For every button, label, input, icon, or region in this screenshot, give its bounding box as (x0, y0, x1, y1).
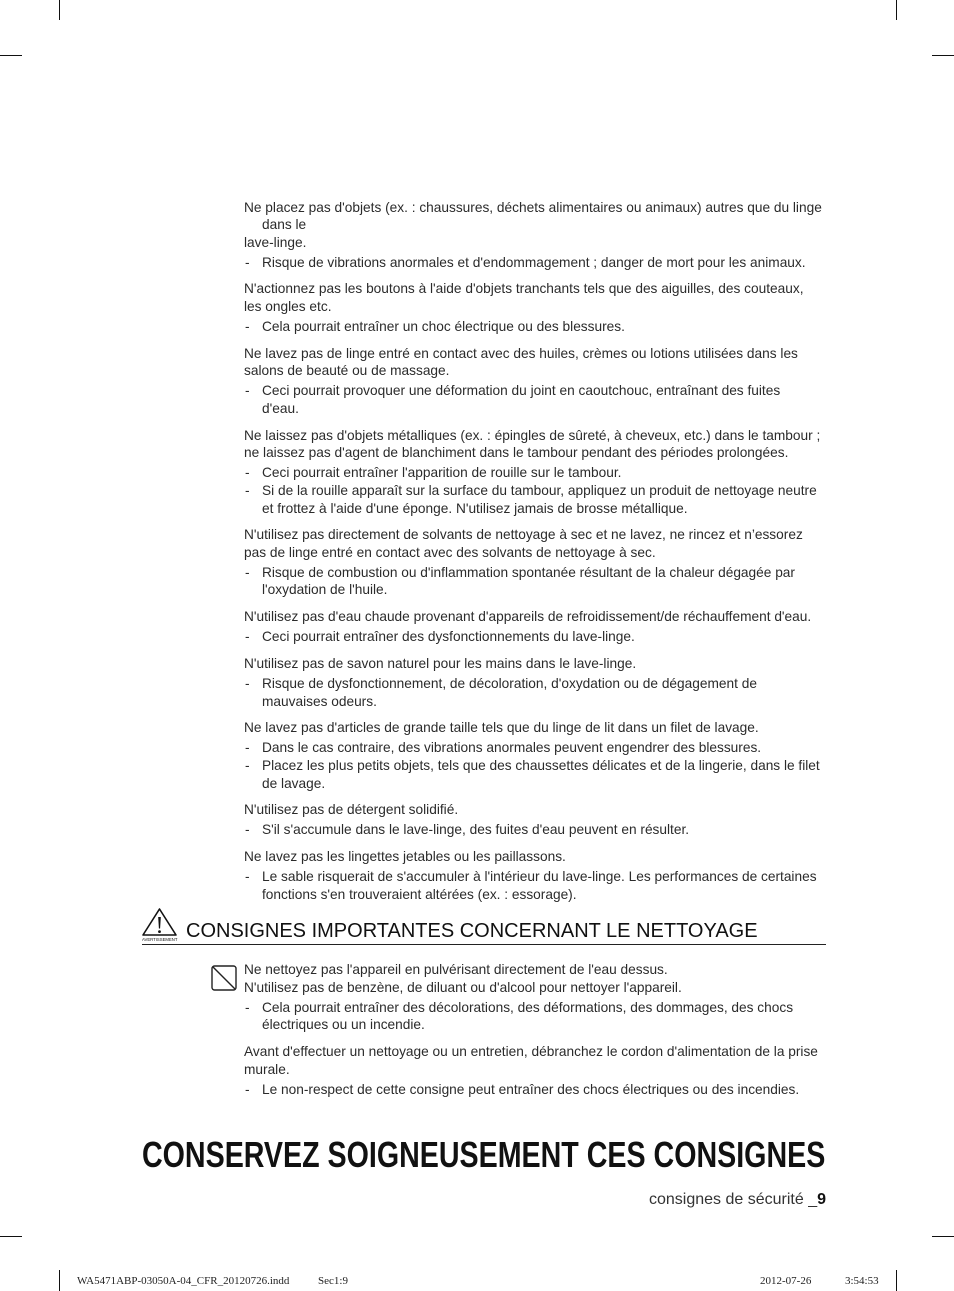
consequence-line: Le non-respect de cette consigne peut entraîner des chocs électriques ou des incendies. (262, 1081, 800, 1097)
safety-item (244, 719, 834, 792)
bullet-dash: - (245, 740, 250, 756)
safety-item (244, 345, 834, 418)
consequence-line: Placez les plus petits objets, tels que des chaussettes délicates et de la lingerie, dans le filet (262, 757, 820, 773)
consequence-line: Ceci pourrait entraîner l'apparition de rouille sur le tambour. (262, 465, 622, 481)
consequence-line: de lavage. (262, 775, 326, 791)
instruction-line: Ne laissez pas d'objets métalliques (ex. : épingles de sûreté, à cheveux, etc.) dans le tambour ; (244, 427, 821, 443)
bullet-dash: - (245, 676, 250, 692)
consequence-bullet (244, 318, 834, 336)
consequence-list (244, 739, 834, 792)
consequence-line: électriques ou un incendie. (262, 1017, 425, 1033)
consequence-list (244, 821, 834, 839)
consequence-bullet (244, 675, 834, 710)
safety-item (244, 608, 834, 646)
instruction-line: ne laissez pas d'agent de blanchiment dans le tambour pendant des périodes prolongées. (244, 445, 789, 461)
bullet-dash: - (245, 383, 250, 399)
warning-triangle-icon (141, 907, 178, 937)
cleaning-item (244, 1043, 834, 1098)
consequence-bullet (244, 868, 834, 903)
consequence-line: mauvaises odeurs. (262, 693, 377, 709)
bullet-dash: - (245, 822, 250, 838)
consequence-bullet (244, 564, 834, 599)
crop-mark-bottom-right-horizontal (932, 1236, 954, 1237)
cleaning-item (244, 961, 834, 1034)
consequence-line: Si de la rouille apparaît sur la surface du tambour, appliquez un produit de nettoyage neutre (262, 482, 817, 498)
slug-date: 2012-07-26 (760, 1275, 812, 1287)
consequence-list (244, 254, 834, 272)
consequence-line: Cela pourrait entraîner un choc électrique ou des blessures. (262, 319, 625, 335)
consequence-line: Dans le cas contraire, des vibrations anormales peuvent engendrer des blessures. (262, 740, 762, 756)
consequence-bullet (244, 757, 834, 792)
crop-mark-top-left-horizontal (0, 55, 22, 56)
page-number: 9 (817, 1191, 826, 1208)
consequence-list (244, 464, 834, 517)
consequence-list (244, 318, 834, 336)
consequence-line: Ceci pourrait provoquer une déformation du joint en caoutchouc, entraînant des fuites (262, 383, 781, 399)
footer-section-label: consignes de sécurité _ (648, 1191, 818, 1208)
instruction-line: N'utilisez pas de détergent solidifié. (244, 802, 459, 818)
slug-section: Sec1:9 (318, 1275, 348, 1287)
consequence-bullet (244, 482, 834, 517)
crop-mark-top-right-vertical (896, 0, 897, 20)
instruction-line: N'utilisez pas de savon naturel pour les mains dans le lave-linge. (244, 656, 637, 672)
page-footer (649, 1191, 826, 1209)
consequence-list (244, 628, 834, 646)
slug-file-name: WA5471ABP-03050A-04_CFR_20120726.indd (77, 1275, 290, 1287)
safety-item (244, 848, 834, 903)
consequence-bullet (244, 382, 834, 417)
instruction-line: dans le (262, 217, 307, 233)
consequence-bullet (244, 628, 834, 646)
consequence-bullet (244, 254, 834, 272)
safety-item (244, 801, 834, 839)
instruction-line: les ongles etc. (244, 299, 332, 315)
consequence-list (244, 675, 834, 710)
prohibition-icon (211, 965, 237, 991)
consequence-list (244, 382, 834, 417)
consequence-line: fonctions s'en trouveraient altérées (ex. : essorage). (262, 886, 577, 902)
instruction-line: pas de linge entré en contact avec des solvants de nettoyage à sec. (244, 544, 656, 560)
consequence-line: Risque de dysfonctionnement, de décoloration, d'oxydation ou de dégagement de (262, 676, 757, 692)
consequence-list (244, 1081, 834, 1099)
instruction-line: Ne lavez pas les lingettes jetables ou les paillassons. (244, 849, 566, 865)
warning-label: AVERTISSEMENT (142, 936, 178, 942)
bullet-dash: - (245, 564, 250, 580)
instruction-line: lave-linge. (244, 234, 307, 250)
consequence-list (244, 868, 834, 903)
bullet-dash: - (245, 869, 250, 885)
consequence-bullet (244, 821, 834, 839)
instruction-line: N'utilisez pas directement de solvants de nettoyage à sec et ne lavez, ne rincez et n’essorez (244, 527, 803, 543)
section-divider (142, 944, 826, 945)
closing-title: CONSERVEZ SOIGNEUSEMENT CES CONSIGNES (142, 1137, 826, 1175)
crop-mark-bottom-left-vertical (59, 1270, 60, 1291)
consequence-bullet (244, 999, 834, 1034)
safety-item (244, 526, 834, 599)
consequence-bullet (244, 1081, 834, 1099)
consequence-line: S'il s'accumule dans le lave-linge, des fuites d'eau peuvent en résulter. (262, 822, 690, 838)
consequence-line: et frottez à l'aide d'une éponge. N'utilisez jamais de brosse métallique. (262, 500, 688, 516)
safety-item (244, 427, 834, 517)
instruction-line: Ne lavez pas de linge entré en contact avec des huiles, crèmes ou lotions utilisées dans les (244, 345, 798, 361)
safety-item (244, 199, 834, 272)
safety-instructions (244, 199, 834, 913)
instruction-line: Avant d'effectuer un nettoyage ou un entretien, débranchez le cordon d'alimentation de la prise (244, 1043, 818, 1059)
crop-mark-top-right-horizontal (932, 55, 954, 56)
bullet-dash: - (245, 482, 250, 498)
consequence-bullet (244, 739, 834, 757)
consequence-line: Cela pourrait entraîner des décolorations, des déformations, des dommages, des chocs (262, 999, 794, 1015)
consequence-line: l'oxydation de l'huile. (262, 582, 388, 598)
bullet-dash: - (245, 629, 250, 645)
bullet-dash: - (245, 757, 250, 773)
instruction-line: salons de beauté ou de massage. (244, 363, 450, 379)
consequence-line: Ceci pourrait entraîner des dysfonctionnements du lave-linge. (262, 629, 635, 645)
bullet-dash: - (245, 999, 250, 1015)
section-title: CONSIGNES IMPORTANTES CONCERNANT LE NETTOYAGE (186, 920, 758, 942)
instruction-line: Ne nettoyez pas l'appareil en pulvérisant directement de l'eau dessus. (244, 962, 668, 977)
bullet-dash: - (245, 465, 250, 481)
crop-mark-bottom-left-horizontal (0, 1236, 22, 1237)
consequence-line: Risque de combustion ou d'inflammation spontanée résultant de la chaleur dégagée par (262, 564, 795, 580)
crop-mark-bottom-right-vertical (896, 1270, 897, 1291)
instruction-line: Ne lavez pas d'articles de grande taille tels que du linge de lit dans un filet de lavage. (244, 720, 759, 736)
instruction-line: Ne placez pas d'objets (ex. : chaussures, déchets alimentaires ou animaux) autres que du linge (244, 199, 822, 215)
consequence-line: Le sable risquerait de s'accumuler à l'intérieur du lave-linge. Les performances de certaines (262, 869, 817, 885)
bullet-dash: - (245, 319, 250, 335)
consequence-line: Risque de vibrations anormales et d'endommagement ; danger de mort pour les animaux. (262, 254, 806, 270)
crop-mark-top-left-vertical (59, 0, 60, 20)
safety-item (244, 655, 834, 710)
safety-item (244, 280, 834, 335)
instruction-line: N'actionnez pas les boutons à l'aide d'objets tranchants tels que des aiguilles, des couteaux, (244, 281, 804, 297)
bullet-dash: - (245, 254, 250, 270)
consequence-line: d'eau. (262, 400, 299, 416)
instruction-line: N'utilisez pas de benzène, de diluant ou d'alcool pour nettoyer l'appareil. (244, 979, 682, 995)
consequence-bullet (244, 464, 834, 482)
slug-time: 3:54:53 (845, 1275, 879, 1287)
consequence-list (244, 564, 834, 599)
instruction-line: N'utilisez pas d'eau chaude provenant d'appareils de refroidissement/de réchauffement d'eau. (244, 609, 812, 625)
instruction-line: murale. (244, 1061, 290, 1077)
closing-title-container (142, 1137, 842, 1177)
cleaning-instructions (244, 961, 834, 1107)
bullet-dash: - (245, 1081, 250, 1097)
consequence-list (244, 999, 834, 1034)
